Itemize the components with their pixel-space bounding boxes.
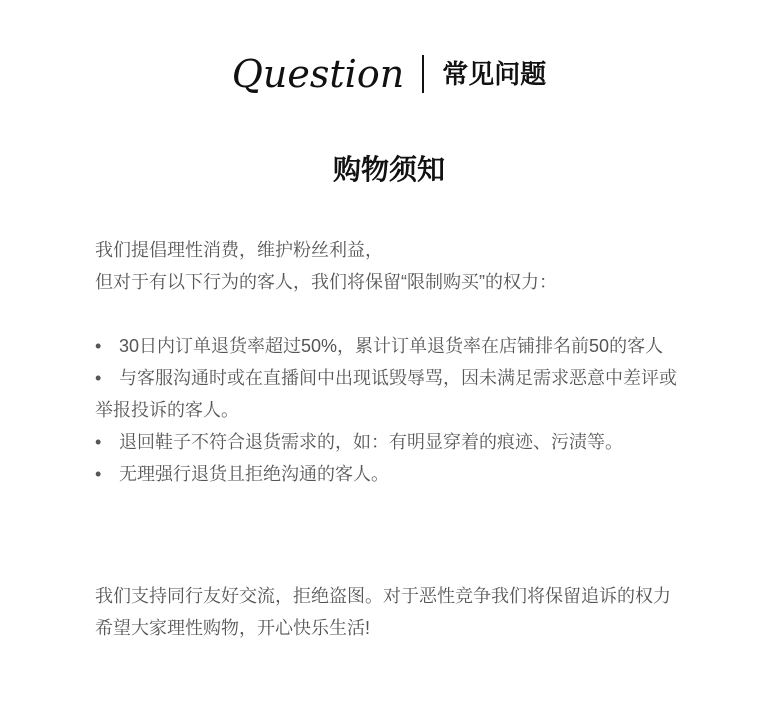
rules-list (95, 330, 685, 490)
rule-text-4: 无理强行退货且拒绝沟通的客人。 (119, 464, 389, 484)
page-header (0, 52, 778, 96)
rule-text-1: 30日内订单退货率超过50%，累计订单退货率在店铺排名前50的客人 (119, 336, 664, 356)
bullet-icon: • (95, 368, 102, 388)
rule-text-3: 退回鞋子不符合退货需求的，如：有明显穿着的痕迹、污渍等。 (119, 432, 623, 452)
list-item (95, 458, 685, 490)
section-title: 购物须知 (332, 154, 445, 185)
intro-text (95, 234, 685, 298)
closing-paragraph: 我们支持同行友好交流，拒绝盗图。对于恶性竞争我们将保留追诉的权力希望大家理性购物，开心快乐生活! (95, 586, 671, 638)
intro-line-2: 但对于有以下行为的客人，我们将保留“限制购买”的权力： (95, 272, 557, 292)
list-item (95, 362, 685, 426)
closing-text (95, 580, 685, 644)
header-title-en: Question (231, 52, 405, 96)
list-item (95, 426, 685, 458)
bullet-icon: • (95, 336, 102, 356)
list-item (95, 330, 685, 362)
bullet-icon: • (95, 464, 102, 484)
intro-line-1: 我们提倡理性消费，维护粉丝利益， (95, 240, 383, 260)
header-title-cn: 常见问题 (442, 59, 547, 89)
header-divider (422, 55, 424, 93)
rule-text-2: 与客服沟通时或在直播间中出现诋毁辱骂，因未满足需求恶意中差评或举报投诉的客人。 (95, 368, 677, 420)
bullet-icon: • (95, 432, 102, 452)
